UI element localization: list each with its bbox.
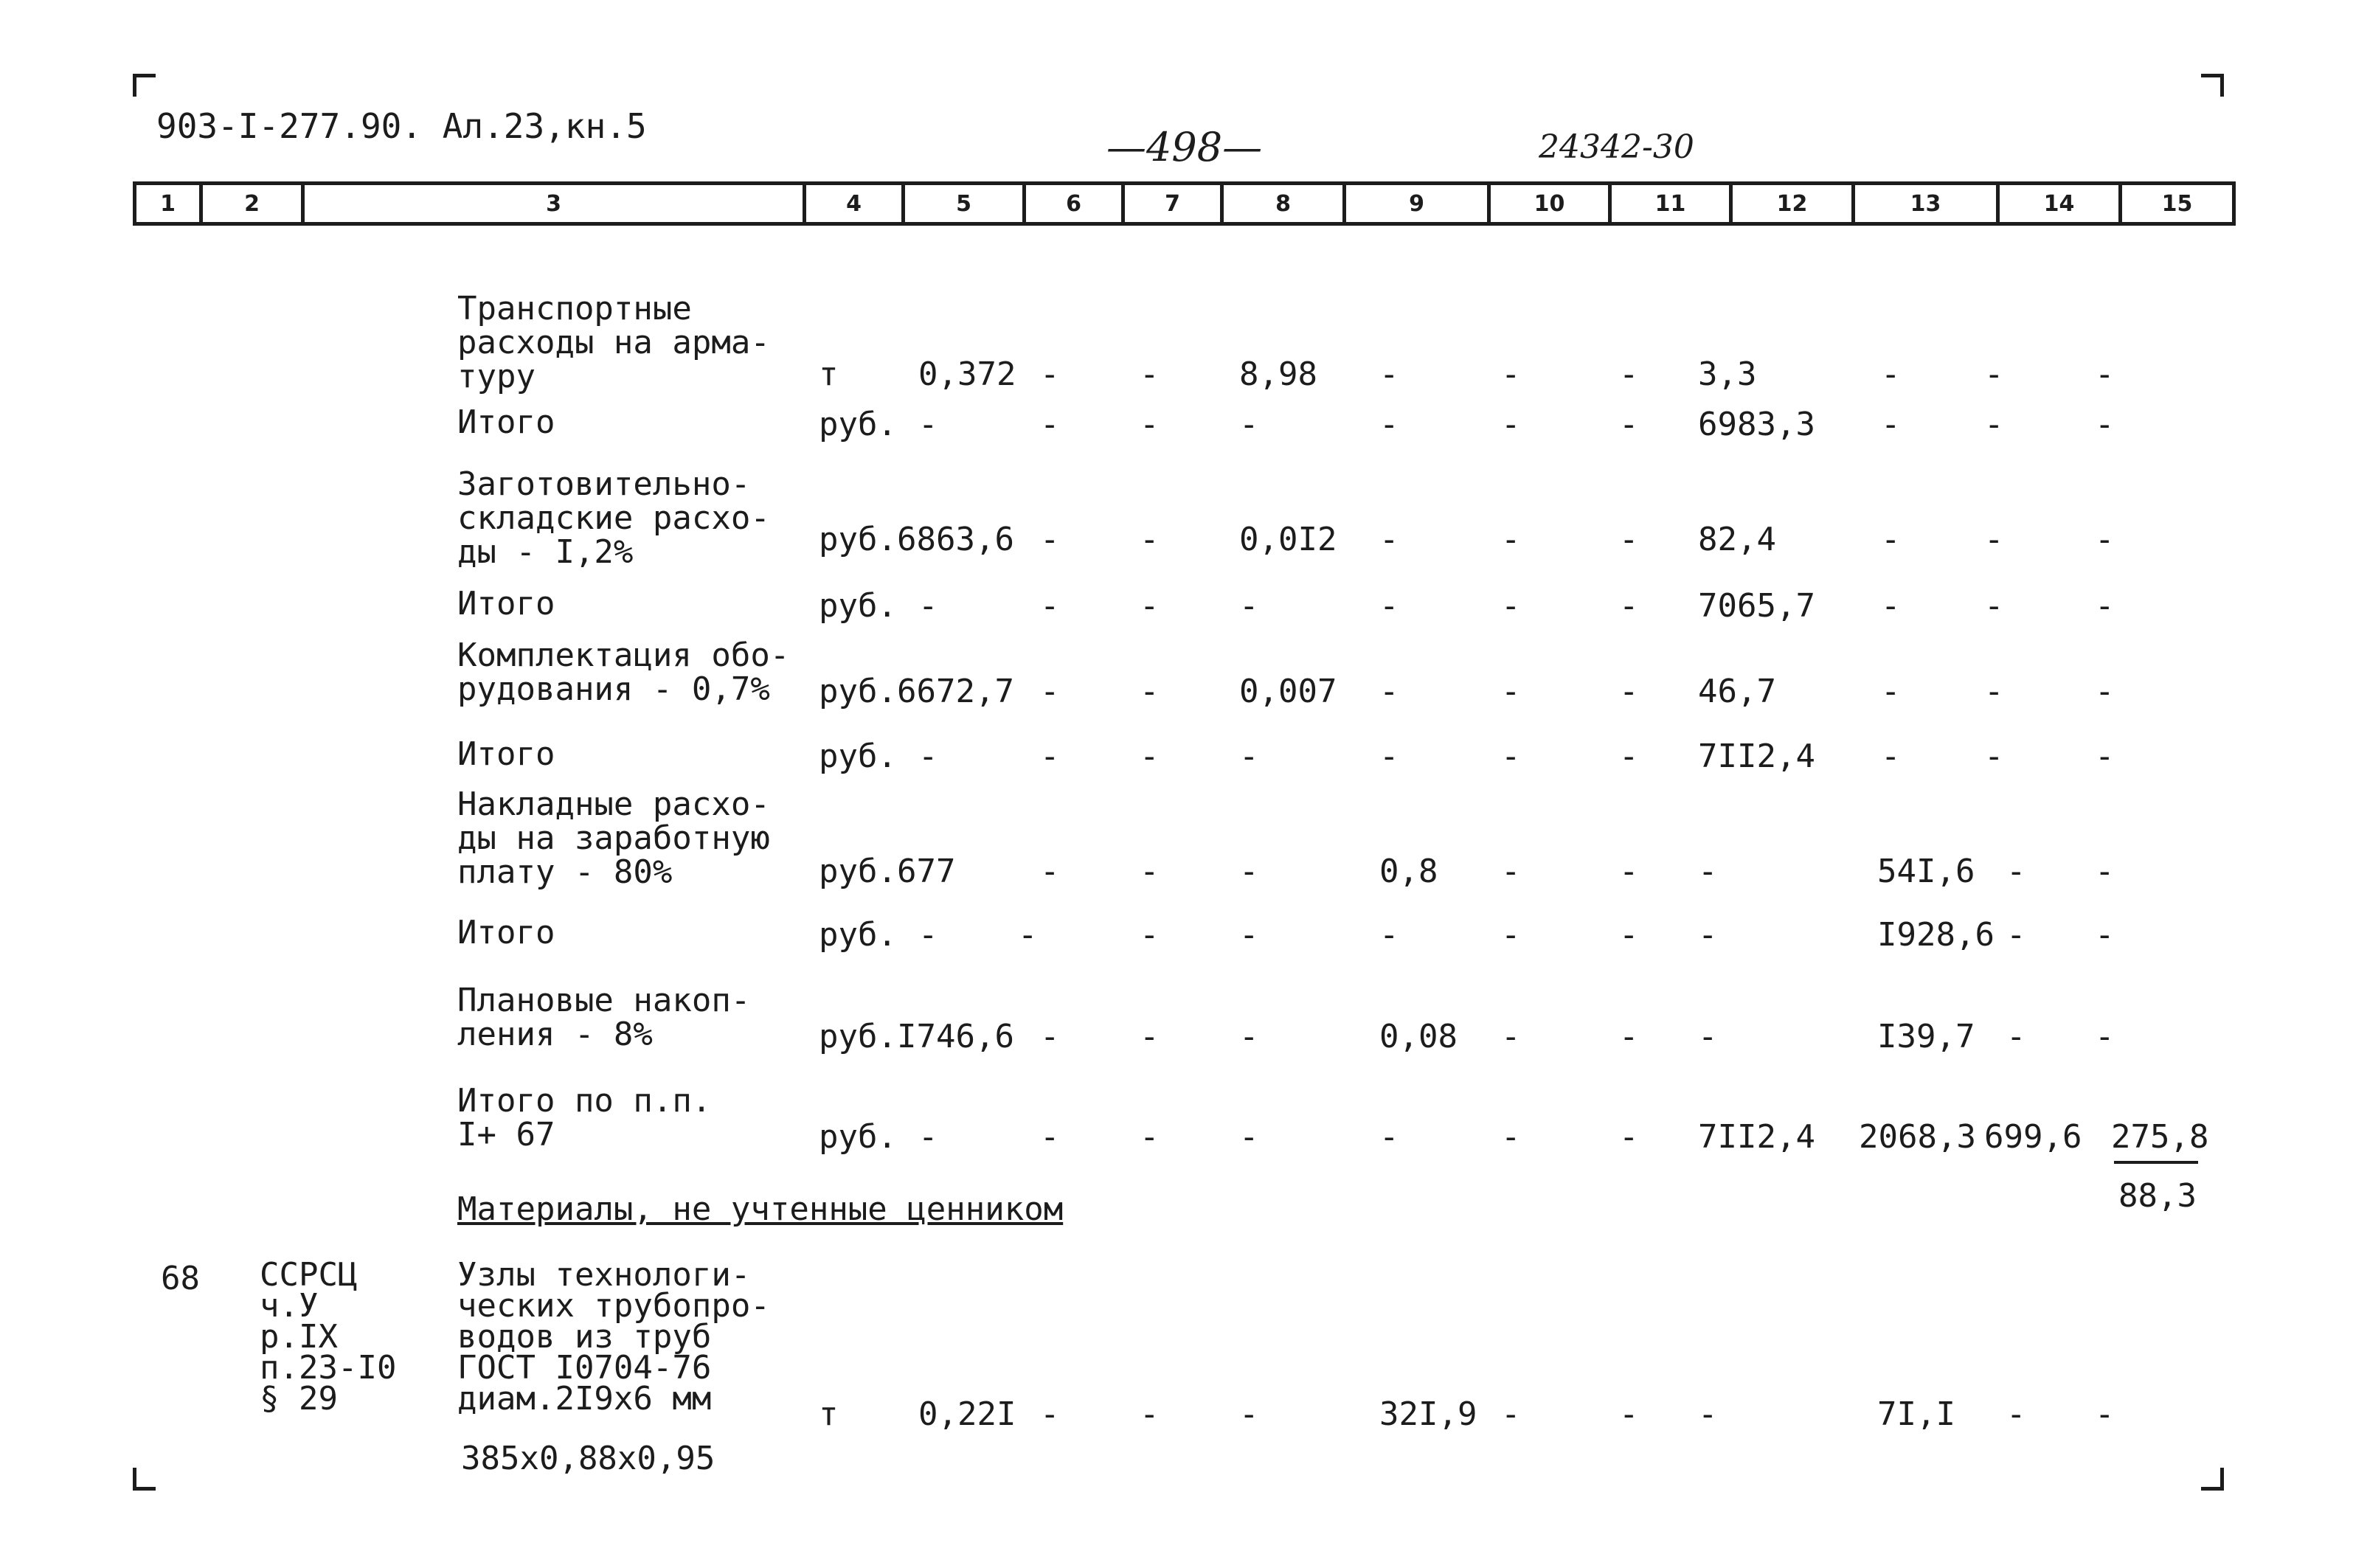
cell-col14: -	[2006, 853, 2026, 890]
cell-col11: -	[1619, 355, 1639, 393]
cell-col6: -	[1040, 1018, 1060, 1055]
sheet-code: 24342-30	[1539, 128, 1694, 166]
cell-col15: 275,8	[2111, 1118, 2209, 1156]
column-number: 11	[1610, 184, 1731, 224]
cell-col8: -	[1239, 1118, 1259, 1156]
cell-col9: 0,8	[1379, 853, 1438, 890]
cell-col10: -	[1501, 1018, 1521, 1055]
cell-quantity: -	[918, 587, 938, 625]
cell-col6: -	[1040, 521, 1060, 558]
corner-mark-bottom-right	[2201, 1468, 2224, 1491]
column-number: 13	[1854, 184, 1998, 224]
item-number: 68	[161, 1260, 200, 1297]
cell-col14: -	[1984, 738, 2004, 775]
cell-col10: -	[1501, 853, 1521, 890]
cell-col7: -	[1140, 916, 1160, 954]
cell-quantity: 6863,6	[897, 521, 1014, 558]
cell-col13: -	[1881, 738, 1901, 775]
cell-col15: -	[2095, 738, 2115, 775]
cell-col10: -	[1501, 673, 1521, 710]
cell-quantity: 6672,7	[897, 673, 1014, 710]
column-number: 8	[1222, 184, 1345, 224]
cell-col9: -	[1379, 738, 1399, 775]
cell-col6: -	[1040, 853, 1060, 890]
cell-col11: -	[1619, 1395, 1639, 1433]
page-number: —498—	[1106, 124, 1263, 170]
cell-col15: -	[2095, 355, 2115, 393]
cell-col9: -	[1379, 406, 1399, 443]
corner-mark-top-right	[2201, 74, 2224, 97]
cell-col12: 7065,7	[1698, 587, 1815, 625]
cell-col6: -	[1040, 673, 1060, 710]
cell-col14: -	[1984, 406, 2004, 443]
cell-col8: -	[1239, 853, 1259, 890]
column-number: 1	[135, 184, 201, 224]
cell-col7: -	[1140, 521, 1160, 558]
cell-col9: -	[1379, 673, 1399, 710]
cell-col9: -	[1379, 587, 1399, 625]
row-description: Итого	[457, 914, 555, 951]
row-description: Заготовительно- складские расхо- ды - I,2%	[457, 465, 770, 571]
cell-col14: -	[2006, 1395, 2026, 1433]
cell-col8: 8,98	[1239, 355, 1317, 393]
cell-col10: -	[1501, 916, 1521, 954]
item-reference: ССРСЦ ч.У р.IX п.23-I0 § 29	[260, 1256, 397, 1418]
cell-col14: -	[1984, 673, 2004, 710]
cell-col6: -	[1040, 406, 1060, 443]
column-number: 3	[303, 184, 805, 224]
cell-col8: 0,007	[1239, 673, 1337, 710]
cell-col10: -	[1501, 1395, 1521, 1433]
column-number: 6	[1025, 184, 1123, 224]
row-description: Итого	[457, 403, 555, 441]
cell-col7: -	[1140, 355, 1160, 393]
cell-col8: -	[1239, 738, 1259, 775]
column-header-table	[133, 181, 2236, 226]
cell-col11: -	[1619, 406, 1639, 443]
cell-col14: -	[1984, 355, 2004, 393]
row-description: Плановые накоп- ления - 8%	[457, 982, 751, 1053]
cell-unit: руб.	[819, 1118, 897, 1156]
row-description: Транспортные расходы на арма- туру	[457, 290, 770, 395]
cell-unit: руб.	[819, 1018, 897, 1055]
cell-col15: -	[2095, 1395, 2115, 1433]
cell-col13: -	[1881, 355, 1901, 393]
cell-col7: -	[1140, 1118, 1160, 1156]
cell-col9: -	[1379, 1118, 1399, 1156]
cell-col7: -	[1140, 738, 1160, 775]
column-number: 14	[1998, 184, 2121, 224]
cell-col12: 46,7	[1698, 673, 1776, 710]
cell-col9: -	[1379, 521, 1399, 558]
cell-col13: I39,7	[1877, 1018, 1975, 1055]
row-description: Узлы технологи- ческих трубопро- водов из труб ГОСТ I0704-76 диам.2I9х6 мм	[457, 1256, 770, 1418]
cell-col6: -	[1040, 1395, 1060, 1433]
cell-col7: -	[1140, 673, 1160, 710]
cell-col7: -	[1140, 406, 1160, 443]
row-description: Итого по п.п. I+ 67	[457, 1082, 712, 1154]
cell-col12: 3,3	[1698, 355, 1757, 393]
cell-col15: -	[2095, 406, 2115, 443]
cell-quantity: -	[918, 738, 938, 775]
cell-quantity: 0,22I	[918, 1395, 1016, 1433]
cell-col9: 0,08	[1379, 1018, 1458, 1055]
cell-unit: руб.	[819, 521, 897, 558]
cell-col6: -	[1040, 738, 1060, 775]
cell-col14: -	[1984, 521, 2004, 558]
cell-col8: -	[1239, 406, 1259, 443]
column-number: 4	[805, 184, 904, 224]
cell-col7: -	[1140, 1395, 1160, 1433]
cell-unit: руб.	[819, 738, 897, 775]
cell-col15: -	[2095, 1018, 2115, 1055]
cell-col13: 2068,3	[1859, 1118, 1976, 1156]
cell-col15: -	[2095, 916, 2115, 954]
cell-col12: 6983,3	[1698, 406, 1815, 443]
cell-unit: т	[819, 1395, 839, 1433]
cell-unit: руб.	[819, 916, 897, 954]
cell-col8: 0,0I2	[1239, 521, 1337, 558]
cell-col10: -	[1501, 406, 1521, 443]
cell-col7: -	[1140, 853, 1160, 890]
cell-col9: -	[1379, 355, 1399, 393]
cell-col6: -	[1040, 355, 1060, 393]
cell-col9: -	[1379, 916, 1399, 954]
row-description: Накладные расхо- ды на заработную плату - 80%	[457, 785, 770, 891]
cell-col12: -	[1698, 853, 1718, 890]
cell-col13: -	[1881, 406, 1901, 443]
corner-mark-top-left	[133, 74, 156, 97]
cell-unit: руб.	[819, 853, 897, 890]
cell-col11: -	[1619, 673, 1639, 710]
cell-col15-sub: 88,3	[2118, 1177, 2197, 1215]
column-number: 10	[1489, 184, 1610, 224]
row-description: Комплектация обо- рудования - 0,7%	[457, 636, 790, 708]
cell-col6: -	[1040, 587, 1060, 625]
cell-col12: -	[1698, 1395, 1718, 1433]
cell-col7: -	[1140, 587, 1160, 625]
cell-col12: 7II2,4	[1698, 1118, 1815, 1156]
cell-col12: -	[1698, 916, 1718, 954]
column-number: 12	[1731, 184, 1854, 224]
row-description: Итого	[457, 585, 555, 622]
cell-col13: -	[1881, 673, 1901, 710]
cell-quantity: -	[918, 406, 938, 443]
cell-col10: -	[1501, 1118, 1521, 1156]
cell-col15: -	[2095, 673, 2115, 710]
cell-col7: -	[1140, 1018, 1160, 1055]
cell-col14: -	[2006, 1018, 2026, 1055]
cell-col6: -	[1040, 1118, 1060, 1156]
cell-col11: -	[1619, 1018, 1639, 1055]
cell-col12: 7II2,4	[1698, 738, 1815, 775]
cell-unit: руб.	[819, 587, 897, 625]
cell-col11: -	[1619, 916, 1639, 954]
cell-col6: -	[1018, 916, 1038, 954]
column-number: 2	[201, 184, 303, 224]
fraction-line	[2114, 1161, 2198, 1164]
row-description: Итого	[457, 735, 555, 773]
column-number: 5	[904, 184, 1025, 224]
cell-col8: -	[1239, 587, 1259, 625]
cell-col12: -	[1698, 1018, 1718, 1055]
cell-col8: -	[1239, 916, 1259, 954]
cell-col14: -	[2006, 916, 2026, 954]
cell-col14: 699,6	[1984, 1118, 2082, 1156]
cell-col11: -	[1619, 521, 1639, 558]
cell-quantity: I746,6	[897, 1018, 1014, 1055]
cell-col13: 7I,I	[1877, 1395, 1955, 1433]
column-number: 7	[1123, 184, 1222, 224]
cell-col13: -	[1881, 587, 1901, 625]
cell-col12: 82,4	[1698, 521, 1776, 558]
cell-col13: I928,6	[1877, 916, 1995, 954]
cell-quantity: -	[918, 1118, 938, 1156]
cell-col14: -	[1984, 587, 2004, 625]
column-number: 15	[2121, 184, 2234, 224]
cell-col11: -	[1619, 853, 1639, 890]
cell-col10: -	[1501, 355, 1521, 393]
cell-col8: -	[1239, 1018, 1259, 1055]
cell-col8: -	[1239, 1395, 1259, 1433]
cell-col10: -	[1501, 587, 1521, 625]
cell-col9: 32I,9	[1379, 1395, 1477, 1433]
cell-col11: -	[1619, 587, 1639, 625]
column-number: 9	[1345, 184, 1489, 224]
cell-col15: -	[2095, 853, 2115, 890]
cell-col10: -	[1501, 521, 1521, 558]
cell-col13: 54I,6	[1877, 853, 1975, 890]
cell-col15: -	[2095, 587, 2115, 625]
item-formula: 385х0,88х0,95	[461, 1440, 715, 1477]
cell-unit: руб.	[819, 673, 897, 710]
cell-unit: т	[819, 355, 839, 393]
cell-col11: -	[1619, 1118, 1639, 1156]
cell-quantity: 0,372	[918, 355, 1016, 393]
document-code: 903-I-277.90. Ал.23,кн.5	[156, 106, 647, 146]
cell-col11: -	[1619, 738, 1639, 775]
section-heading: Материалы, не учтенные ценником	[457, 1190, 1064, 1228]
cell-col15: -	[2095, 521, 2115, 558]
cell-col13: -	[1881, 521, 1901, 558]
cell-unit: руб.	[819, 406, 897, 443]
cell-col10: -	[1501, 738, 1521, 775]
cell-quantity: 677	[897, 853, 956, 890]
cell-quantity: -	[918, 916, 938, 954]
corner-mark-bottom-left	[133, 1468, 156, 1491]
